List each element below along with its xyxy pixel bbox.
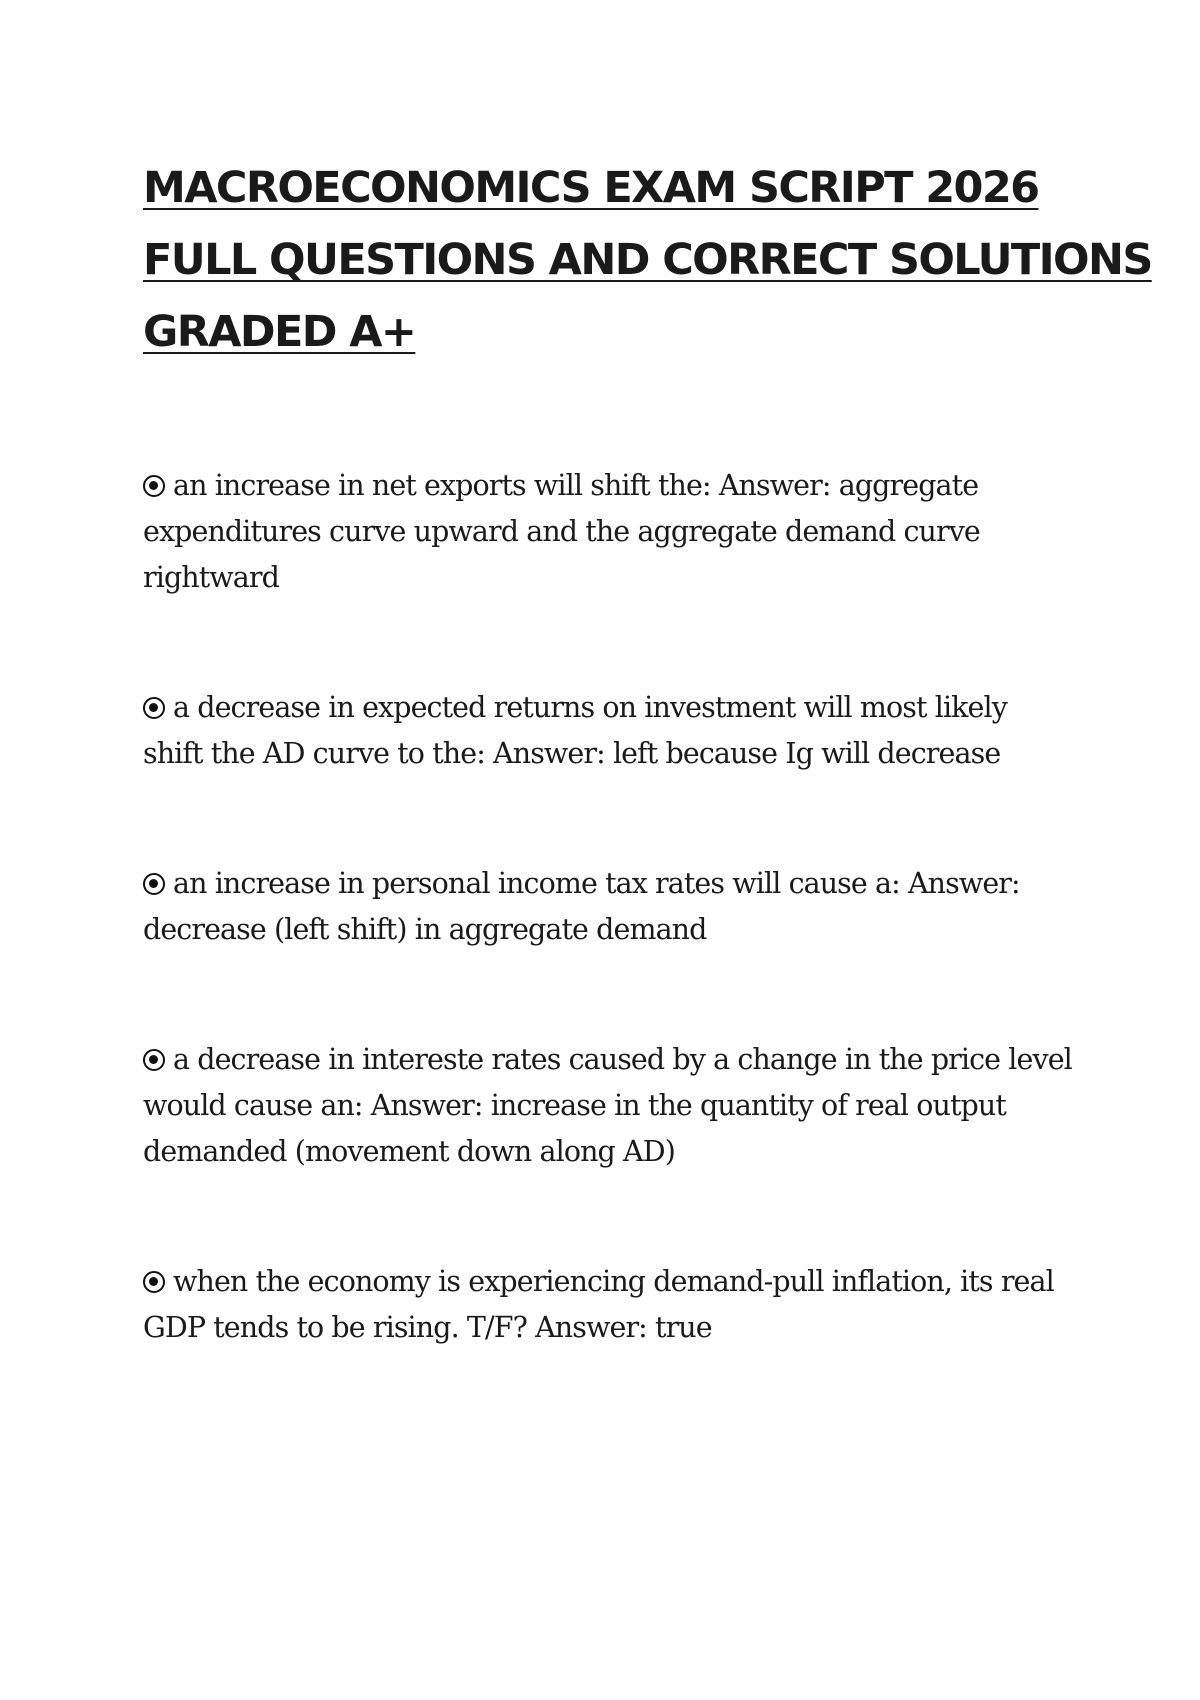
document-title (143, 152, 1152, 368)
qa-item-text: an increase in personal income tax rates will cause a: Answer: decrease (left shift) in aggregate demand (143, 867, 1020, 946)
qa-item-text: when the economy is experiencing demand-pull inflation, its real GDP tends to be rising. T/F? Answer: true (143, 1265, 1054, 1344)
radio-bullet-icon (143, 475, 165, 497)
qa-item (143, 1037, 1073, 1175)
qa-item (143, 463, 1073, 601)
radio-bullet-icon (143, 873, 165, 895)
title-line-1: MACROECONOMICS EXAM SCRIPT 2026 (143, 163, 1039, 213)
radio-bullet-icon (143, 697, 165, 719)
qa-item (143, 685, 1073, 777)
radio-bullet-icon (143, 1049, 165, 1071)
qa-item-text: a decrease in expected returns on investment will most likely shift the AD curve to the: Answer: left because Ig will decrease (143, 691, 1007, 770)
qa-item (143, 861, 1073, 953)
title-line-3: GRADED A+ (143, 307, 416, 357)
title-line-2: FULL QUESTIONS AND CORRECT SOLUTIONS (143, 235, 1152, 285)
qa-item (143, 1259, 1073, 1351)
qa-item-text: an increase in net exports will shift the: Answer: aggregate expenditures curve upward and the aggregate demand curve rightward (143, 469, 980, 594)
document-page (143, 152, 1152, 1351)
qa-item-text: a decrease in intereste rates caused by a change in the price level would cause an: Answer: increase in the quantity of real output demanded (movement down along AD) (143, 1043, 1072, 1168)
radio-bullet-icon (143, 1271, 165, 1293)
qa-list (143, 463, 1073, 1351)
